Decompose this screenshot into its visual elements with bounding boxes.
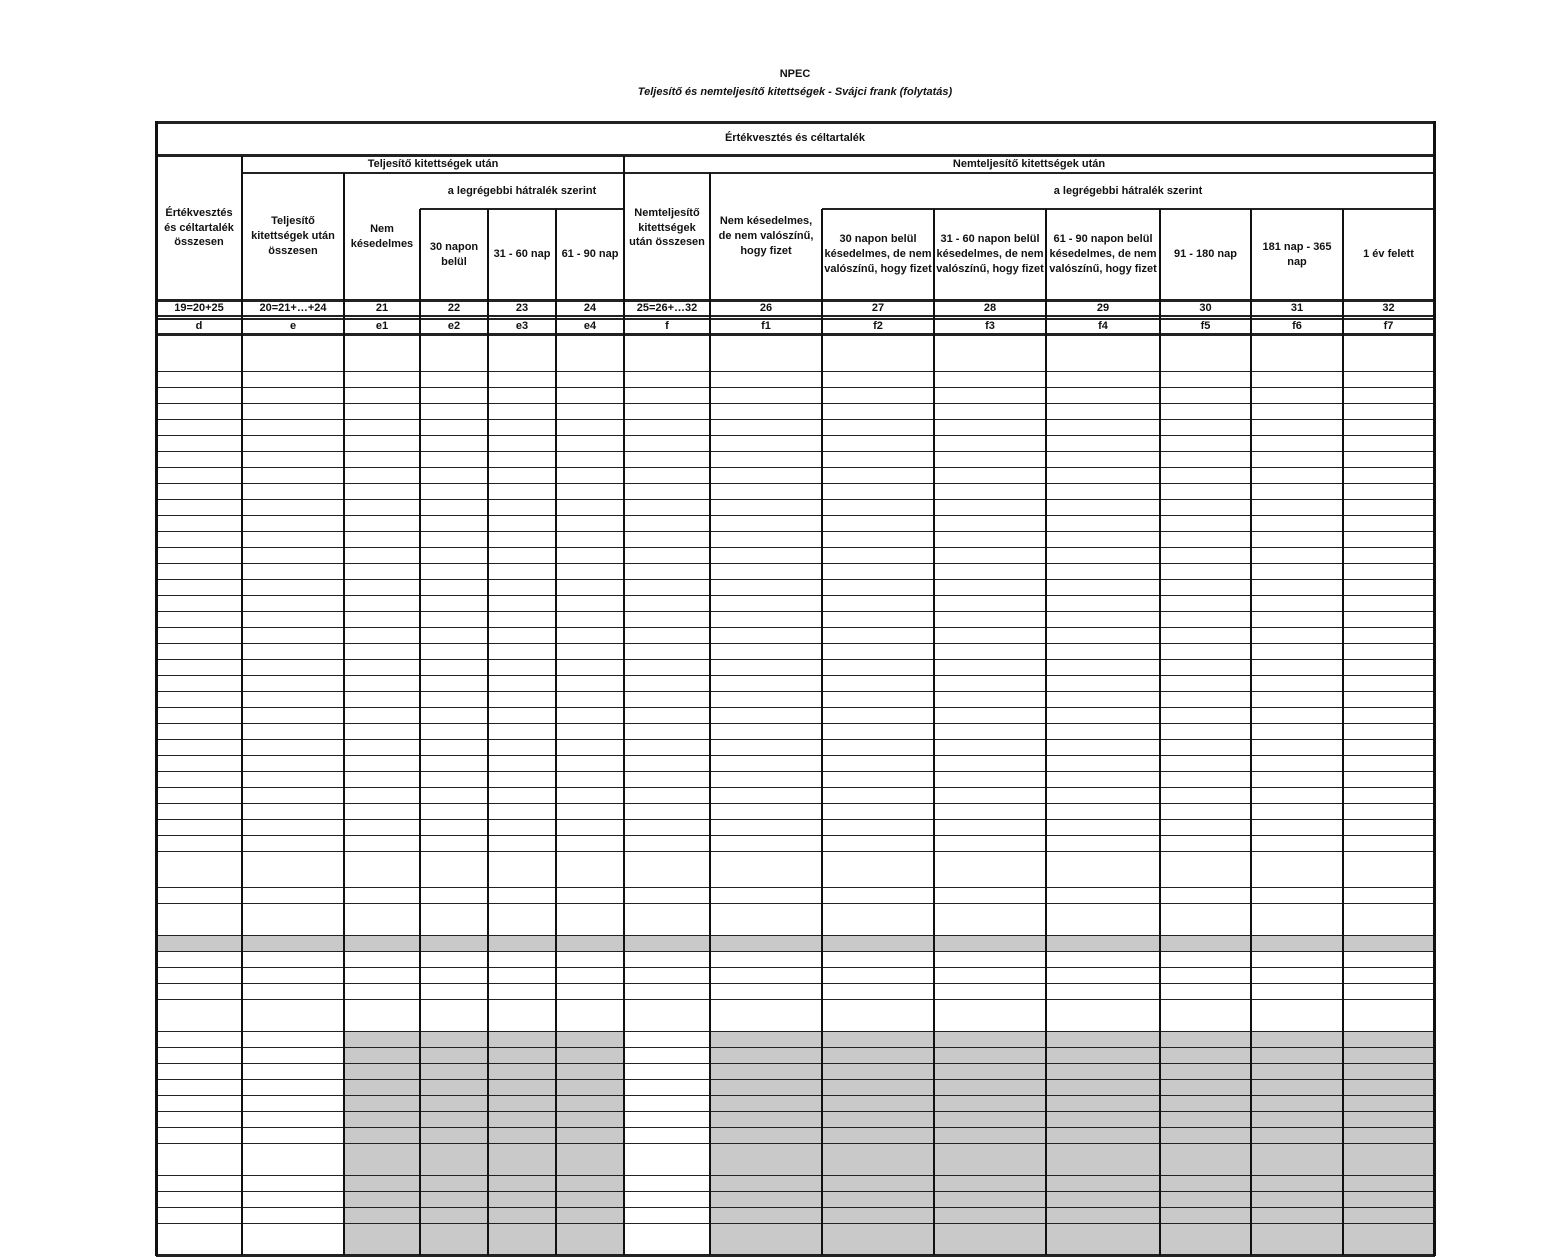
performing-group-title: Teljesítő kitettségek után bbox=[367, 158, 499, 171]
column-header: 30 napon belül késedelmes, de nem valószínű, hogy fizet bbox=[824, 233, 932, 275]
row-divider bbox=[156, 707, 1434, 708]
column-number: 30 bbox=[1199, 302, 1212, 314]
row-divider bbox=[156, 121, 1435, 124]
column-divider bbox=[155, 121, 158, 1256]
column-header: Nemteljesítő kitettségek után összesen bbox=[629, 206, 705, 249]
column-number: 22 bbox=[447, 302, 461, 314]
row-divider bbox=[156, 515, 1434, 516]
row-divider bbox=[156, 887, 1434, 888]
row-divider bbox=[156, 531, 1434, 532]
row-divider bbox=[156, 983, 1434, 984]
row-divider bbox=[156, 967, 1434, 968]
row-divider bbox=[156, 318, 1434, 320]
column-header: 30 napon belül bbox=[429, 240, 479, 268]
row-divider bbox=[156, 547, 1434, 548]
column-divider bbox=[555, 209, 557, 1255]
row-divider bbox=[156, 803, 1434, 804]
row-divider bbox=[156, 627, 1434, 628]
column-divider bbox=[623, 156, 625, 1255]
column-divider bbox=[1342, 209, 1344, 1255]
impairment-table bbox=[156, 120, 1434, 1085]
column-number: 27 bbox=[871, 302, 885, 314]
column-header: 61 - 90 nap bbox=[561, 248, 619, 261]
row-divider bbox=[156, 1223, 1434, 1224]
column-header: 91 - 180 nap bbox=[1174, 248, 1237, 261]
row-divider bbox=[156, 1111, 1434, 1112]
row-divider bbox=[156, 903, 1434, 904]
row-divider bbox=[156, 483, 1434, 484]
column-code: e3 bbox=[515, 320, 529, 332]
column-header: Értékvesztés és céltartalék összesen bbox=[164, 206, 234, 249]
row-divider bbox=[156, 467, 1434, 468]
shaded-row bbox=[156, 935, 1434, 951]
column-number: 21 bbox=[375, 302, 389, 314]
column-divider bbox=[343, 173, 345, 1255]
row-divider bbox=[156, 999, 1434, 1000]
column-number: 20=21+…+24 bbox=[259, 302, 327, 314]
column-number: 19=20+25 bbox=[174, 302, 224, 314]
row-divider bbox=[156, 1063, 1434, 1064]
row-divider bbox=[156, 403, 1434, 404]
column-divider bbox=[933, 209, 935, 1255]
row-divider bbox=[156, 315, 1434, 317]
row-divider bbox=[156, 563, 1434, 564]
column-code: e bbox=[289, 320, 297, 332]
row-divider bbox=[156, 333, 1434, 336]
row-divider bbox=[156, 595, 1434, 596]
column-number: 26 bbox=[759, 302, 773, 314]
column-divider bbox=[1250, 209, 1252, 1255]
row-divider bbox=[156, 1175, 1434, 1176]
column-header: 31 - 60 napon belül késedelmes, de nem valószínű, hogy fizet bbox=[936, 233, 1044, 275]
column-number: 28 bbox=[983, 302, 997, 314]
row-divider bbox=[156, 691, 1434, 692]
page-title: NPEC bbox=[779, 68, 811, 80]
column-divider bbox=[241, 156, 243, 1255]
column-number: 25=26+…32 bbox=[636, 302, 698, 314]
row-divider bbox=[242, 172, 624, 174]
column-divider bbox=[419, 209, 421, 1255]
row-divider bbox=[420, 208, 624, 210]
row-divider bbox=[156, 371, 1434, 372]
column-code: f2 bbox=[873, 320, 883, 332]
column-divider bbox=[709, 173, 711, 1255]
column-number: 31 bbox=[1290, 302, 1304, 314]
column-divider bbox=[821, 209, 823, 1255]
column-code: f4 bbox=[1098, 320, 1108, 332]
column-code: f5 bbox=[1200, 320, 1211, 332]
column-divider bbox=[1159, 209, 1161, 1255]
column-code: e1 bbox=[375, 320, 389, 332]
row-divider bbox=[156, 611, 1434, 612]
row-divider bbox=[156, 1191, 1434, 1192]
row-divider bbox=[156, 1127, 1434, 1128]
column-number: 29 bbox=[1096, 302, 1110, 314]
row-divider bbox=[156, 835, 1434, 836]
row-divider bbox=[156, 1143, 1434, 1144]
column-divider bbox=[1433, 121, 1436, 1256]
row-divider bbox=[156, 1047, 1434, 1048]
arrears-performing-title: a legrégebbi hátralék szerint bbox=[447, 184, 597, 197]
column-number: 23 bbox=[515, 302, 529, 314]
row-divider bbox=[156, 819, 1434, 820]
row-divider bbox=[156, 154, 1434, 157]
row-divider bbox=[156, 1095, 1434, 1096]
column-code: e2 bbox=[447, 320, 461, 332]
row-divider bbox=[156, 499, 1434, 500]
row-divider bbox=[156, 771, 1434, 772]
column-header: 1 év felett bbox=[1363, 248, 1414, 261]
row-divider bbox=[156, 1079, 1434, 1080]
row-divider bbox=[156, 659, 1434, 660]
row-divider bbox=[156, 387, 1434, 388]
column-divider bbox=[487, 209, 489, 1255]
column-code: f7 bbox=[1383, 320, 1394, 332]
column-number: 32 bbox=[1382, 302, 1395, 314]
row-divider bbox=[156, 675, 1434, 676]
page-subtitle: Teljesítő és nemteljesítő kitettségek - Svájci frank (folytatás) bbox=[637, 86, 953, 98]
nonperforming-group-title: Nemteljesítő kitettségek után bbox=[952, 158, 1106, 171]
row-divider bbox=[156, 1207, 1434, 1208]
column-code: d bbox=[195, 320, 203, 332]
row-divider bbox=[624, 172, 1434, 174]
column-header: 61 - 90 napon belül késedelmes, de nem valószínű, hogy fizet bbox=[1049, 233, 1157, 275]
row-divider bbox=[156, 739, 1434, 740]
row-divider bbox=[156, 419, 1434, 420]
column-code: f6 bbox=[1292, 320, 1302, 332]
row-divider bbox=[156, 951, 1434, 952]
row-divider bbox=[156, 851, 1434, 852]
column-number: 24 bbox=[583, 302, 597, 314]
row-divider bbox=[156, 579, 1434, 580]
row-divider bbox=[156, 435, 1434, 436]
column-header: Teljesítő kitettségek után összesen bbox=[251, 215, 335, 257]
row-divider bbox=[156, 1031, 1434, 1032]
row-divider bbox=[156, 755, 1434, 756]
column-header: Nem késedelmes, de nem valószínű, hogy fizet bbox=[718, 215, 814, 257]
column-code: f1 bbox=[761, 320, 771, 332]
column-header: 181 nap - 365 nap bbox=[1262, 240, 1332, 268]
column-code: f3 bbox=[985, 320, 995, 332]
arrears-nonperforming-title: a legrégebbi hátralék szerint bbox=[1053, 184, 1203, 197]
column-divider bbox=[1045, 209, 1047, 1255]
column-code: e4 bbox=[583, 320, 597, 332]
row-divider bbox=[156, 723, 1434, 724]
column-code: f bbox=[665, 320, 669, 332]
group-title: Értékvesztés és céltartalék bbox=[724, 131, 866, 144]
row-divider bbox=[156, 643, 1434, 644]
row-divider bbox=[156, 451, 1434, 452]
row-divider bbox=[156, 299, 1434, 302]
row-divider bbox=[156, 787, 1434, 788]
column-header: Nem késedelmes bbox=[350, 222, 414, 250]
column-header: 31 - 60 nap bbox=[493, 248, 551, 261]
row-divider bbox=[156, 935, 1434, 936]
